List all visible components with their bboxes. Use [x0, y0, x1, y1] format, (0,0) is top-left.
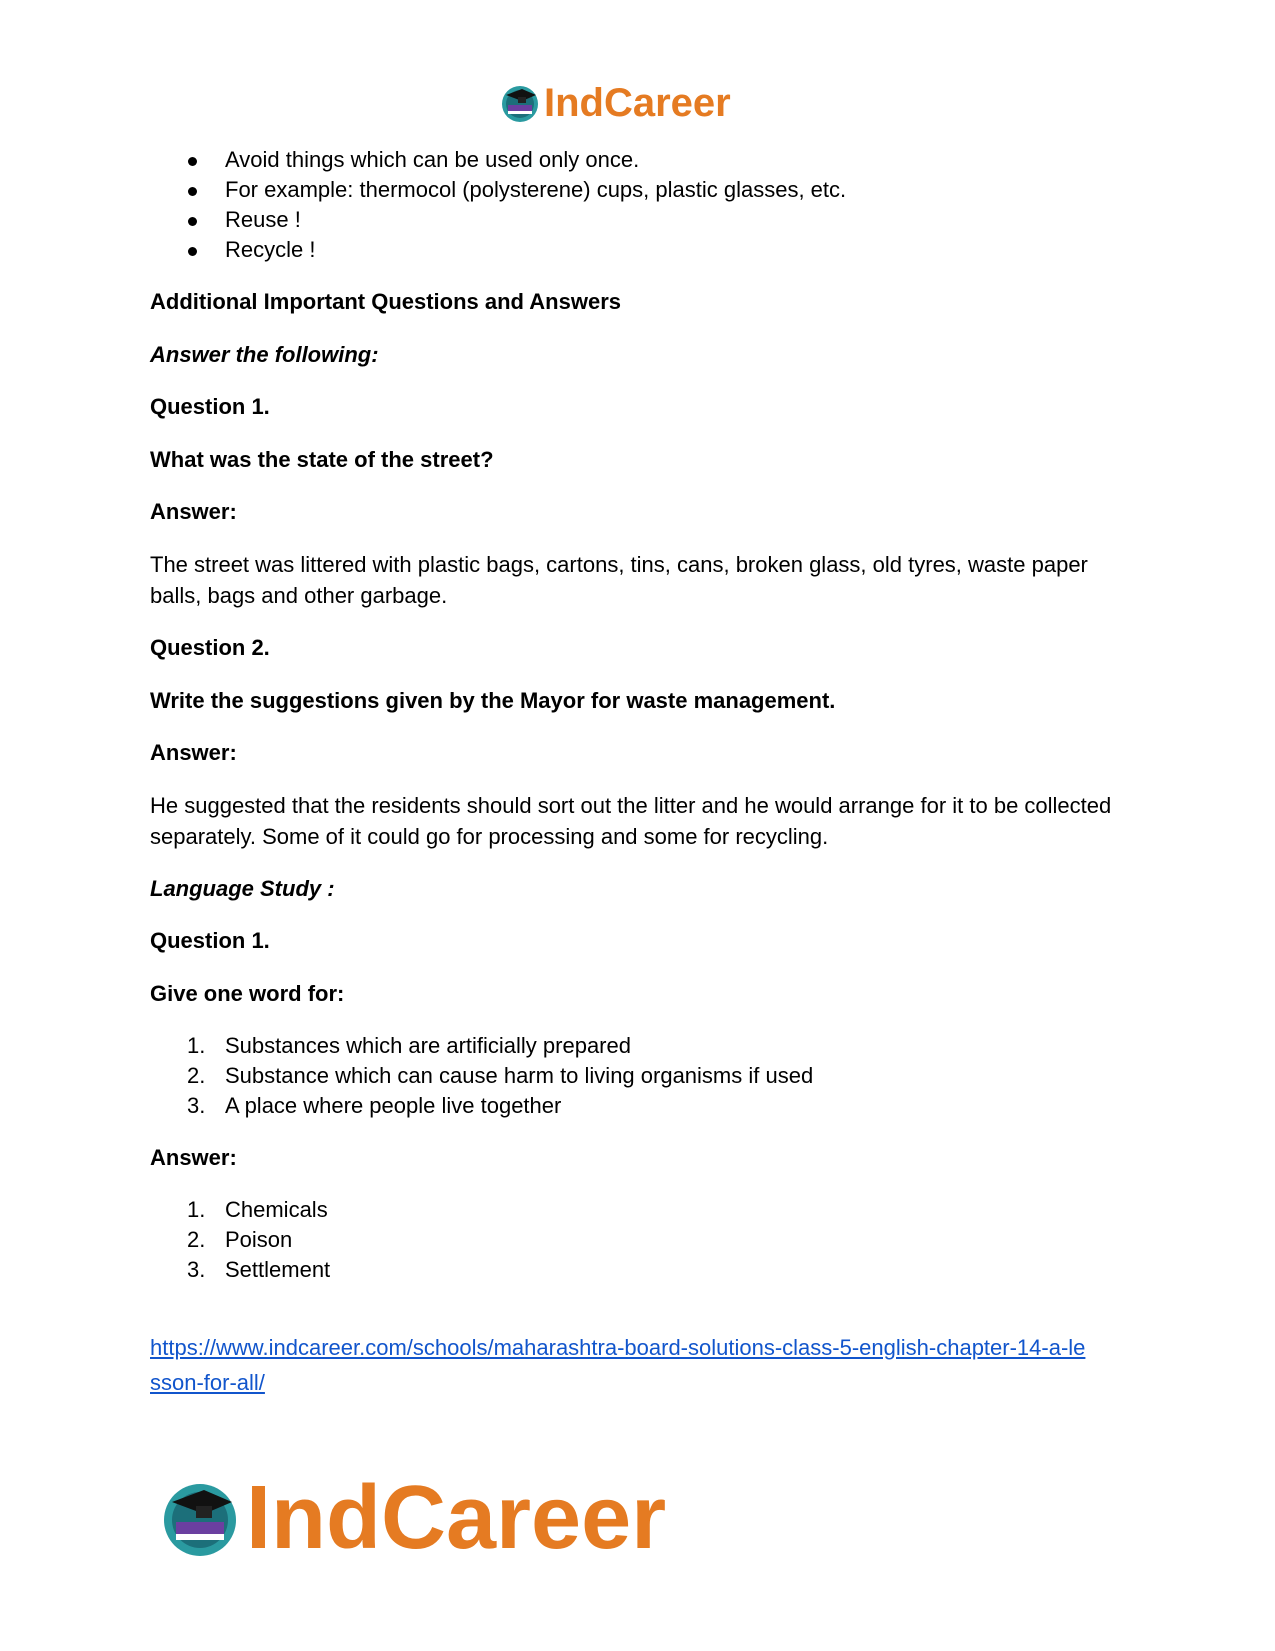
- answer-items-list: [150, 1195, 1130, 1285]
- list-item: Recycle !: [150, 235, 1130, 265]
- question-items-list: [150, 1031, 1130, 1121]
- logo-text: IndCareer: [544, 80, 731, 125]
- list-item: Reuse !: [150, 205, 1130, 235]
- bullet-icon: [188, 157, 197, 166]
- list-item: 3. Settlement: [187, 1257, 331, 1282]
- logo-text: IndCareer: [246, 1468, 667, 1568]
- list-item: For example: thermocol (polysterene) cups, plastic glasses, etc.: [150, 175, 1130, 205]
- source-link-line-2[interactable]: sson-for-all/: [150, 1370, 265, 1395]
- question-label: Question 1.: [150, 928, 270, 953]
- answer-label: Answer:: [150, 1145, 237, 1170]
- instruction: Answer the following:: [150, 342, 379, 367]
- header-logo: [500, 78, 731, 128]
- answer-label: Answer:: [150, 740, 237, 765]
- list-item: 3. A place where people live together: [187, 1093, 562, 1118]
- question-label: Question 2.: [150, 635, 270, 660]
- answer-label: Answer:: [150, 499, 237, 524]
- language-study-heading: Language Study :: [150, 876, 335, 901]
- bullet-icon: [188, 247, 197, 256]
- graduation-book-icon: [160, 1478, 240, 1558]
- bullet-icon: [188, 217, 197, 226]
- question-text: What was the state of the street?: [150, 447, 494, 472]
- list-item: 2. Substance which can cause harm to living organisms if used: [187, 1063, 814, 1088]
- answer-text: He suggested that the residents should sort out the litter and he would arrange for it to be collected separately. Some of it could go for processing and some for recycling.: [150, 793, 1112, 849]
- section-title: Additional Important Questions and Answers: [150, 289, 622, 314]
- question-text: Write the suggestions given by the Mayor for waste management.: [150, 688, 836, 713]
- graduation-book-icon: [500, 83, 540, 123]
- source-link-line-1[interactable]: https://www.indcareer.com/schools/maharashtra-board-solutions-class-5-english-chapter-14-a-le: [150, 1335, 1086, 1360]
- question-text: Give one word for:: [150, 981, 345, 1006]
- document-body: [150, 145, 1130, 1400]
- list-item: 1. Substances which are artificially prepared: [187, 1033, 631, 1058]
- bullet-icon: [188, 187, 197, 196]
- bullet-list: [150, 145, 1130, 265]
- list-item: 1. Chemicals: [187, 1197, 328, 1222]
- source-link[interactable]: [150, 1330, 1130, 1400]
- list-item: 2. Poison: [187, 1227, 293, 1252]
- answer-text: The street was littered with plastic bags, cartons, tins, cans, broken glass, old tyres, waste paper balls, bags and other garbage.: [150, 552, 1088, 608]
- question-label: Question 1.: [150, 394, 270, 419]
- footer-logo: [160, 1468, 667, 1568]
- list-item: Avoid things which can be used only once.: [150, 145, 1130, 175]
